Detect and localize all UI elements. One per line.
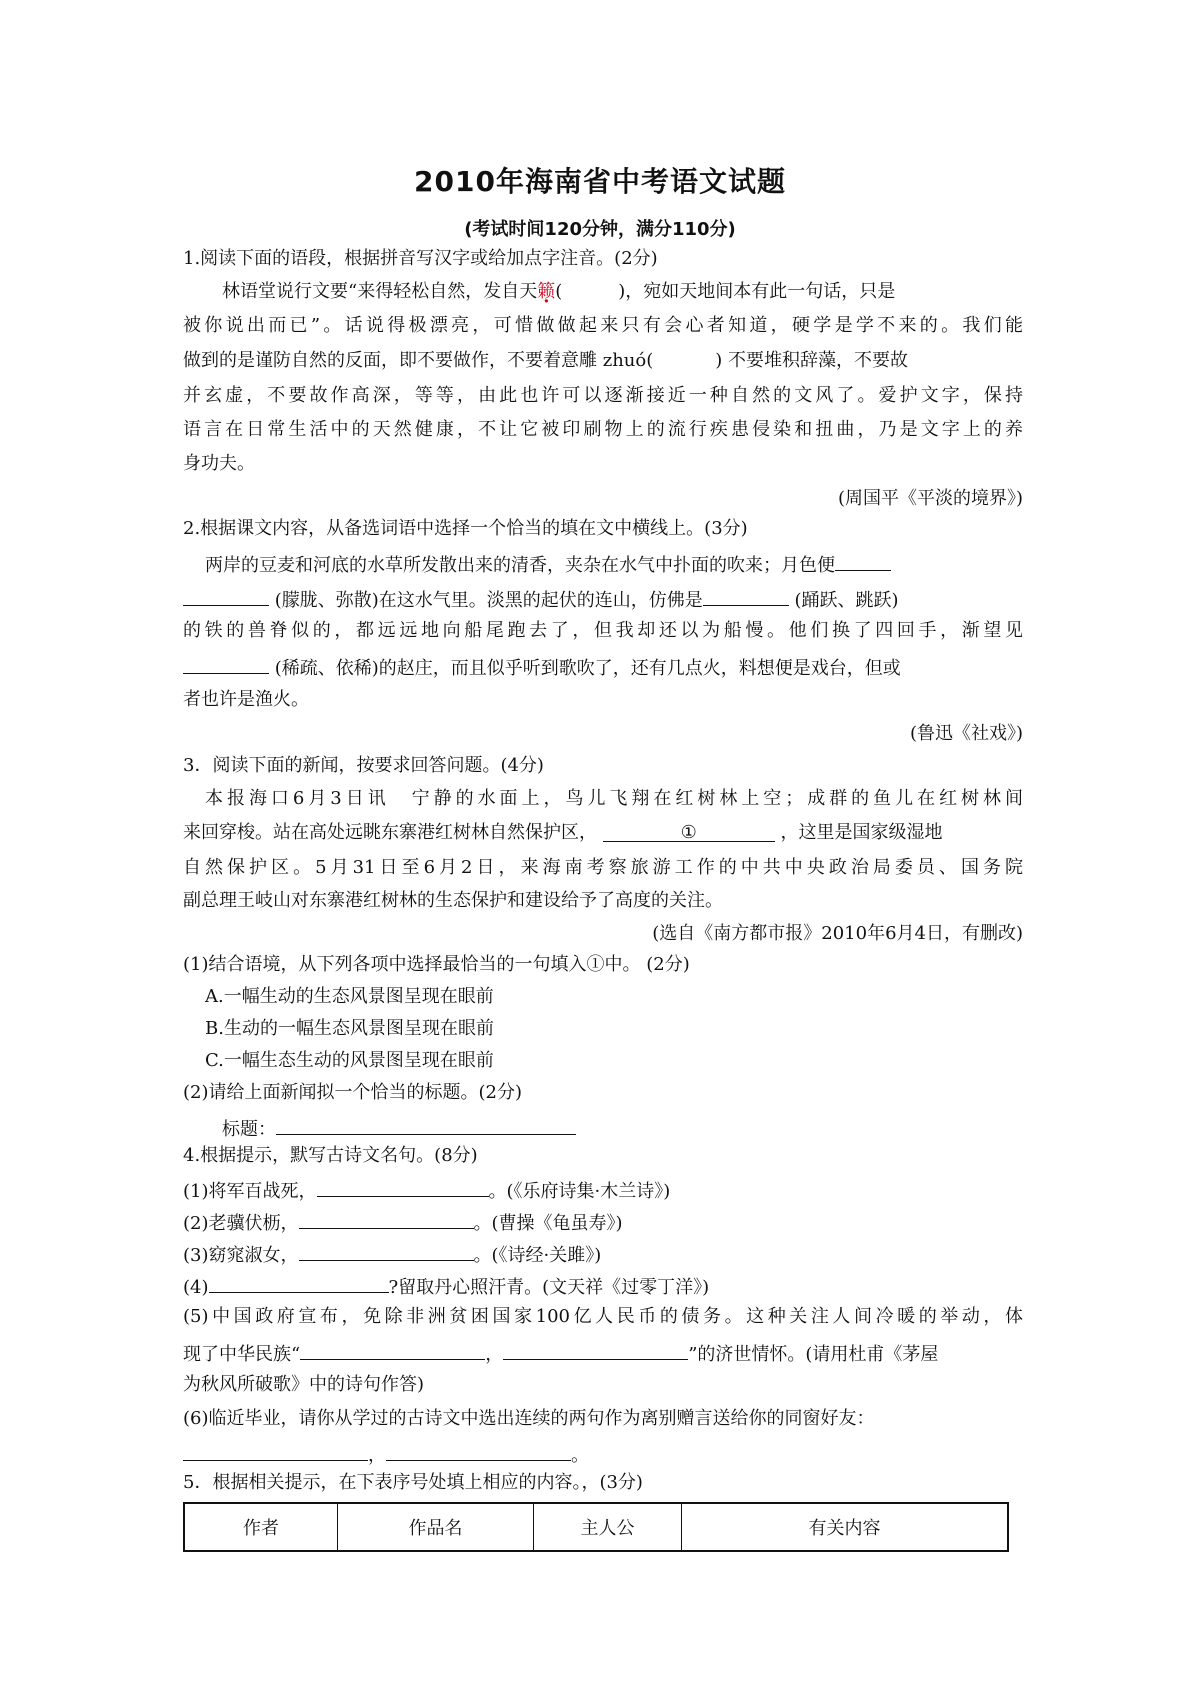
q1-passage-line1 [222,280,1023,304]
q3-news-line1: 本报海口6月3日讯 宁静的水面上，鸟儿飞翔在红树林上空；成群的鱼儿在红树林间 [205,788,1023,809]
q4-item5-source: ”的济世情怀。(请用杜甫《茅屋 [688,1344,939,1365]
header-protagonist: 主人公 [534,1503,682,1551]
q3-news-line3: 自然保护区。5月31日至6月2日，来海南考察旅游工作的中共中央政治局委员、国务院 [183,857,1023,878]
q2-passage-line3: 的铁的兽脊似的，都远远地向船尾跑去了，但我却还以为船慢。他们换了四回手，渐望见 [183,620,1023,641]
fill-blank[interactable] [183,1440,368,1461]
title-answer-blank[interactable] [276,1114,576,1135]
q4-item1 [183,1176,1023,1204]
q4-item1-text: (1)将军百战死， [183,1181,317,1202]
q3-l2b: ，这里是国家级湿地 [780,822,943,843]
q4-item5-line3: 为秋风所破歌》中的诗句作答) [183,1374,425,1395]
q4-item5-text: 现了中华民族“ [183,1344,301,1365]
q2-stem: 2.根据课文内容，从备选词语中选择一个恰当的填在文中横线上。(3分) [183,518,748,539]
q4-item3-text: (3)窈窕淑女， [183,1245,299,1266]
q2-l2b: (踊跃、跳跃) [794,590,899,611]
q4-item3-source: 。(《诗经·关雎》) [473,1245,602,1266]
fill-blank-1[interactable] [603,821,775,842]
fill-blank[interactable] [503,1339,688,1360]
q2-passage-line2 [183,585,1023,613]
dotted-char: 籁 [537,281,556,302]
q3-l2a: 来回穿梭。站在高处远眺东寨港红树林自然保护区， [183,822,597,843]
header-author: 作者 [184,1503,338,1551]
fill-blank[interactable] [317,1176,489,1197]
table-header-row [184,1503,1008,1551]
q5-stem: 5．根据相关提示，在下表序号处填上相应的内容。，(3分) [183,1472,643,1493]
fill-blank[interactable] [299,1208,474,1229]
header-content: 有关内容 [682,1503,1009,1551]
q4-item1-source: 。(《乐府诗集·木兰诗》) [488,1181,671,1202]
q3-news-line4: 副总理王岐山对东寨港红树林的生态保护和建设给予了高度的关注。 [183,890,723,911]
fill-blank[interactable] [183,585,269,606]
q2-l4: (稀疏、依稀)的赵庄，而且似乎听到歌吹了，还有几点火，料想便是戏台，但或 [274,658,901,679]
q3-title-row [222,1114,1062,1142]
q4-item6-line2 [183,1440,1023,1468]
q1-l1b: ( [555,281,563,302]
comma: ， [485,1344,504,1365]
exam-subtitle: (考试时间120分钟，满分110分) [464,219,736,240]
title-label: 标题： [222,1119,276,1140]
q3-sub1: (1)结合语境，从下列各项中选择最恰当的一句填入①中。 (2分) [183,954,690,975]
q4-stem: 4.根据提示，默写古诗文名句。(8分) [183,1145,478,1166]
q4-item4 [183,1272,1023,1300]
q4-item4-source: ?留取丹心照汗青。(文天祥《过零丁洋》) [388,1277,710,1298]
fill-blank[interactable] [300,1339,485,1360]
q4-item5-line1: (5)中国政府宣布，免除非洲贫困国家100亿人民币的债务。这种关注人间冷暖的举动，体 [183,1306,1023,1327]
option-c[interactable]: C.一幅生态生动的风景图呈现在眼前 [205,1050,494,1071]
q4-item2 [183,1208,1023,1236]
q2-l1: 两岸的豆麦和河底的水草所发散出来的清香，夹杂在水气中扑面的吹来；月色便 [205,555,835,576]
fill-blank[interactable] [835,550,891,571]
q1-stem: 1.阅读下面的语段，根据拼音写汉字或给加点字注音。(2分) [183,248,658,269]
q2-passage-line5: 者也许是渔火。 [183,689,309,710]
option-b[interactable]: B.生动的一幅生态风景图呈现在眼前 [205,1018,494,1039]
comma: ， [368,1445,386,1466]
header-work: 作品名 [338,1503,534,1551]
q4-item3 [183,1240,1023,1268]
q3-source: (选自《南方都市报》2010年6月4日，有删改) [652,923,1023,944]
q1-passage-line6: 身功夫。 [183,453,255,474]
fill-blank[interactable] [703,585,789,606]
fill-blank[interactable] [299,1240,474,1261]
fill-blank[interactable] [209,1272,389,1293]
circled-one-mark: ① [680,822,697,843]
q3-sub2: (2)请给上面新闻拟一个恰当的标题。(2分) [183,1082,522,1103]
fill-blank[interactable] [183,653,269,674]
q4-item2-source: 。(曹操《龟虽寿》) [473,1213,623,1234]
q2-passage-line4 [183,653,1023,681]
fill-blank[interactable] [386,1440,571,1461]
q4-item5-line2 [183,1339,1023,1367]
q1-passage-line4: 并玄虚，不要故作高深，等等，由此也许可以逐渐接近一种自然的文风了。爱护文字，保持 [183,385,1023,406]
q1-passage-line5: 语言在日常生活中的天然健康，不让它被印刷物上的流行疾患侵染和扭曲，乃是文字上的养 [183,419,1023,440]
q1-l3b: ) 不要堆积辞藻，不要故 [715,350,908,371]
exam-title: 2010年海南省中考语文试题 [414,165,786,198]
q1-l3a: 做到的是谨防自然的反面，即不要做作，不要着意雕 zhuó( [183,350,654,371]
full-stop: 。 [571,1445,589,1466]
q4-item4-label: (4) [183,1277,209,1298]
q1-l1c: )，宛如天地间本有此一句话，只是 [618,281,896,302]
q4-item2-text: (2)老骥伏枥， [183,1213,299,1234]
q1-passage-line2: 被你说出而已”。话说得极漂亮，可惜做做起来只有会心者知道，硬学是学不来的。我们能 [183,315,1023,336]
q1-passage-line3 [183,349,1023,373]
q2-passage-line1 [205,550,1023,578]
q4-item6-line1: (6)临近毕业，请你从学过的古诗文中选出连续的两句作为离别赠言送给你的同窗好友： [183,1408,875,1429]
q1-l1a: 林语堂说行文要“来得轻松自然，发自天 [222,281,538,302]
q3-stem: 3．阅读下面的新闻，按要求回答问题。(4分) [183,755,544,776]
q2-l2a: (朦胧、弥散)在这水气里。淡黑的起伏的连山，仿佛是 [274,590,703,611]
q3-news-line2 [183,821,1023,845]
q1-source: (周国平《平淡的境界》) [837,488,1023,509]
q5-table [183,1502,1009,1552]
q2-source: (鲁迅《社戏》) [909,723,1023,744]
option-a[interactable]: A.一幅生动的生态风景图呈现在眼前 [205,986,494,1007]
